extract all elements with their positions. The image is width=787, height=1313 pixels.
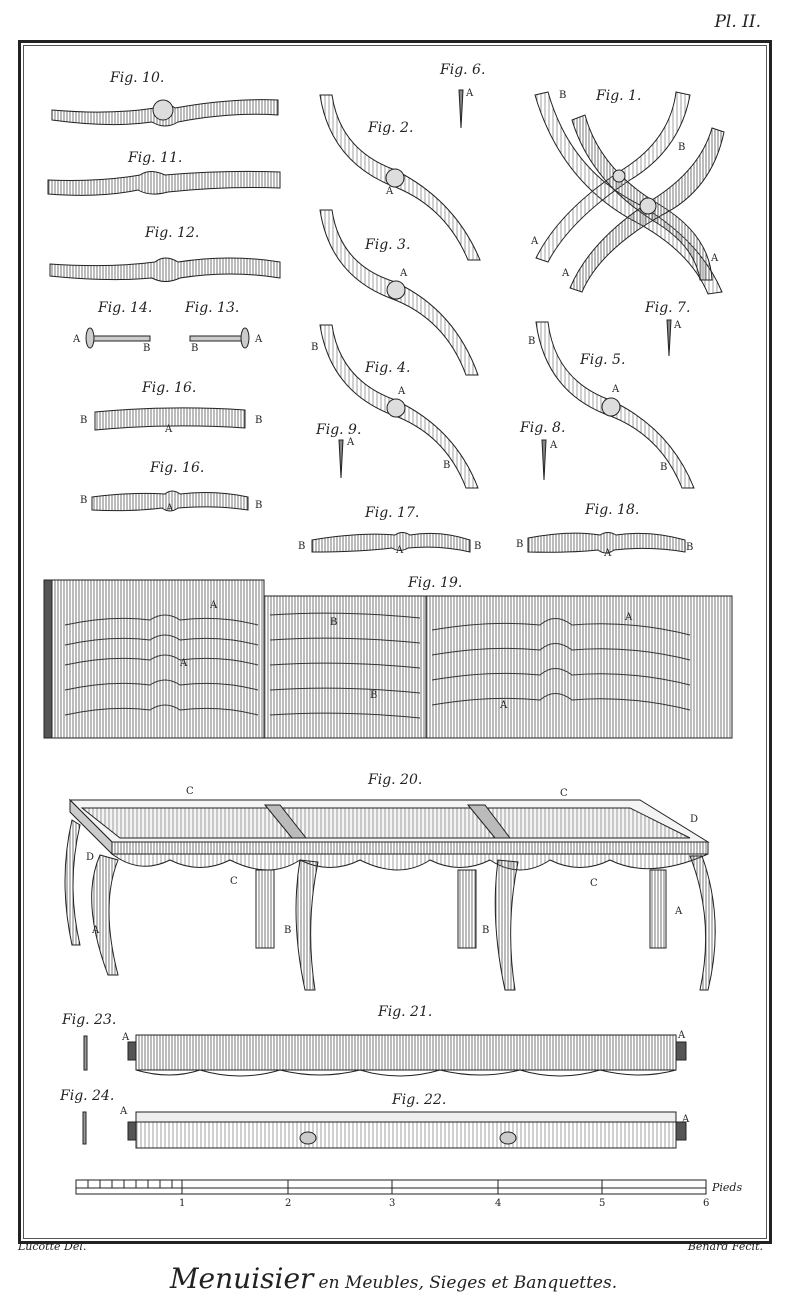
- fig13-label: Fig. 13.: [185, 300, 240, 316]
- letter-b: B: [255, 415, 263, 426]
- fig21-rail: [128, 1035, 686, 1076]
- scale-tick-label: 6: [703, 1198, 710, 1209]
- fig11-rail: [48, 171, 280, 195]
- letter-a: A: [398, 386, 406, 397]
- fig9-label: Fig. 9.: [316, 422, 362, 438]
- fig2-label: Fig. 2.: [368, 120, 414, 136]
- fig23-label: Fig. 23.: [62, 1012, 117, 1028]
- fig7-label: Fig. 7.: [645, 300, 691, 316]
- letter-a: A: [500, 700, 508, 711]
- fig1-x-frame: [535, 92, 724, 294]
- fig17-label: Fig. 17.: [365, 505, 420, 521]
- fig10-rail: [52, 100, 278, 126]
- fig14-label: Fig. 14.: [98, 300, 153, 316]
- plate-number: Pl. II.: [714, 12, 761, 32]
- fig15-label: Fig. 16.: [142, 380, 197, 396]
- letter-c: C: [186, 786, 194, 797]
- fig24-label: Fig. 24.: [60, 1088, 115, 1104]
- fig3-label: Fig. 3.: [365, 237, 411, 253]
- letter-d: D: [690, 814, 699, 825]
- letter-b: B: [678, 142, 686, 153]
- credit-draughtsman: Lucotte Del.: [18, 1240, 87, 1253]
- fig5-leg: [536, 322, 694, 488]
- letter-a: A: [347, 437, 355, 448]
- letter-b: B: [528, 336, 536, 347]
- letter-a: A: [562, 268, 570, 279]
- letter-a: A: [122, 1032, 130, 1043]
- letter-a: A: [396, 545, 404, 556]
- fig13-pin: [190, 328, 249, 348]
- credit-engraver: Benard Fecit.: [687, 1240, 763, 1253]
- letter-a: A: [531, 236, 539, 247]
- letter-b: B: [298, 541, 306, 552]
- letter-d: D: [86, 852, 95, 863]
- letter-b: B: [370, 690, 378, 701]
- fig20-label: Fig. 20.: [368, 772, 423, 788]
- letter-b: B: [686, 542, 694, 553]
- fig4-label: Fig. 4.: [365, 360, 411, 376]
- fig6-label: Fig. 6.: [440, 62, 486, 78]
- letter-b: B: [191, 343, 199, 354]
- title-rest: en Meubles, Sieges et Banquettes.: [318, 1273, 618, 1293]
- scale-tick-label: 2: [285, 1198, 292, 1209]
- letter-a: A: [166, 503, 174, 514]
- letter-b: B: [516, 539, 524, 550]
- letter-b: B: [80, 415, 88, 426]
- letter-a: A: [711, 253, 719, 264]
- letter-b: B: [311, 342, 319, 353]
- plate-title: [0, 1262, 787, 1295]
- fig20-bench: [65, 800, 715, 990]
- letter-a: A: [466, 88, 474, 99]
- letter-a: A: [675, 906, 683, 917]
- letter-a: A: [604, 548, 612, 559]
- fig19-plank: [44, 580, 732, 738]
- letter-a: A: [255, 334, 263, 345]
- letter-b: B: [80, 495, 88, 506]
- letter-a: A: [73, 334, 81, 345]
- letter-c: C: [590, 878, 598, 889]
- fig18-label: Fig. 18.: [585, 502, 640, 518]
- letter-a: A: [682, 1114, 690, 1125]
- letter-b: B: [284, 925, 292, 936]
- scale-tick-label: 4: [495, 1198, 502, 1209]
- title-main: Menuisier: [169, 1262, 314, 1295]
- letter-a: A: [550, 440, 558, 451]
- letter-c: C: [230, 876, 238, 887]
- letter-a: A: [674, 320, 682, 331]
- fig8-label: Fig. 8.: [520, 420, 566, 436]
- fig14-pin: [86, 328, 150, 348]
- letter-a: A: [625, 612, 633, 623]
- letter-b: B: [330, 617, 338, 628]
- fig22-rail: [128, 1112, 686, 1148]
- fig12-label: Fig. 12.: [145, 225, 200, 241]
- letter-b: B: [443, 460, 451, 471]
- fig21-label: Fig. 21.: [378, 1004, 433, 1020]
- scale-unit: Pieds: [712, 1181, 743, 1194]
- letter-a: A: [386, 186, 394, 197]
- letter-c: C: [560, 788, 568, 799]
- scale-bar: [76, 1180, 706, 1194]
- fig10-label: Fig. 10.: [110, 70, 165, 86]
- letter-a: A: [400, 268, 408, 279]
- letter-b: B: [559, 90, 567, 101]
- letter-b: B: [474, 541, 482, 552]
- letter-b: B: [143, 343, 151, 354]
- fig11-label: Fig. 11.: [128, 150, 183, 166]
- fig1-label: Fig. 1.: [596, 88, 642, 104]
- scale-tick-label: 3: [389, 1198, 396, 1209]
- letter-a: A: [210, 600, 218, 611]
- letter-b: B: [255, 500, 263, 511]
- letter-b: B: [482, 925, 490, 936]
- fig5-label: Fig. 5.: [580, 352, 626, 368]
- fig12-rail: [50, 258, 280, 282]
- scale-tick-label: 1: [179, 1198, 186, 1209]
- scale-tick-label: 5: [599, 1198, 606, 1209]
- letter-a: A: [612, 384, 620, 395]
- fig16-label: Fig. 16.: [150, 460, 205, 476]
- fig22-label: Fig. 22.: [392, 1092, 447, 1108]
- letter-b: B: [660, 462, 668, 473]
- fig17-bar: [312, 533, 470, 553]
- letter-a: A: [120, 1106, 128, 1117]
- letter-a: A: [92, 925, 100, 936]
- fig19-label: Fig. 19.: [408, 575, 463, 591]
- letter-a: A: [678, 1030, 686, 1041]
- letter-a: A: [180, 658, 188, 669]
- letter-a: A: [165, 424, 173, 435]
